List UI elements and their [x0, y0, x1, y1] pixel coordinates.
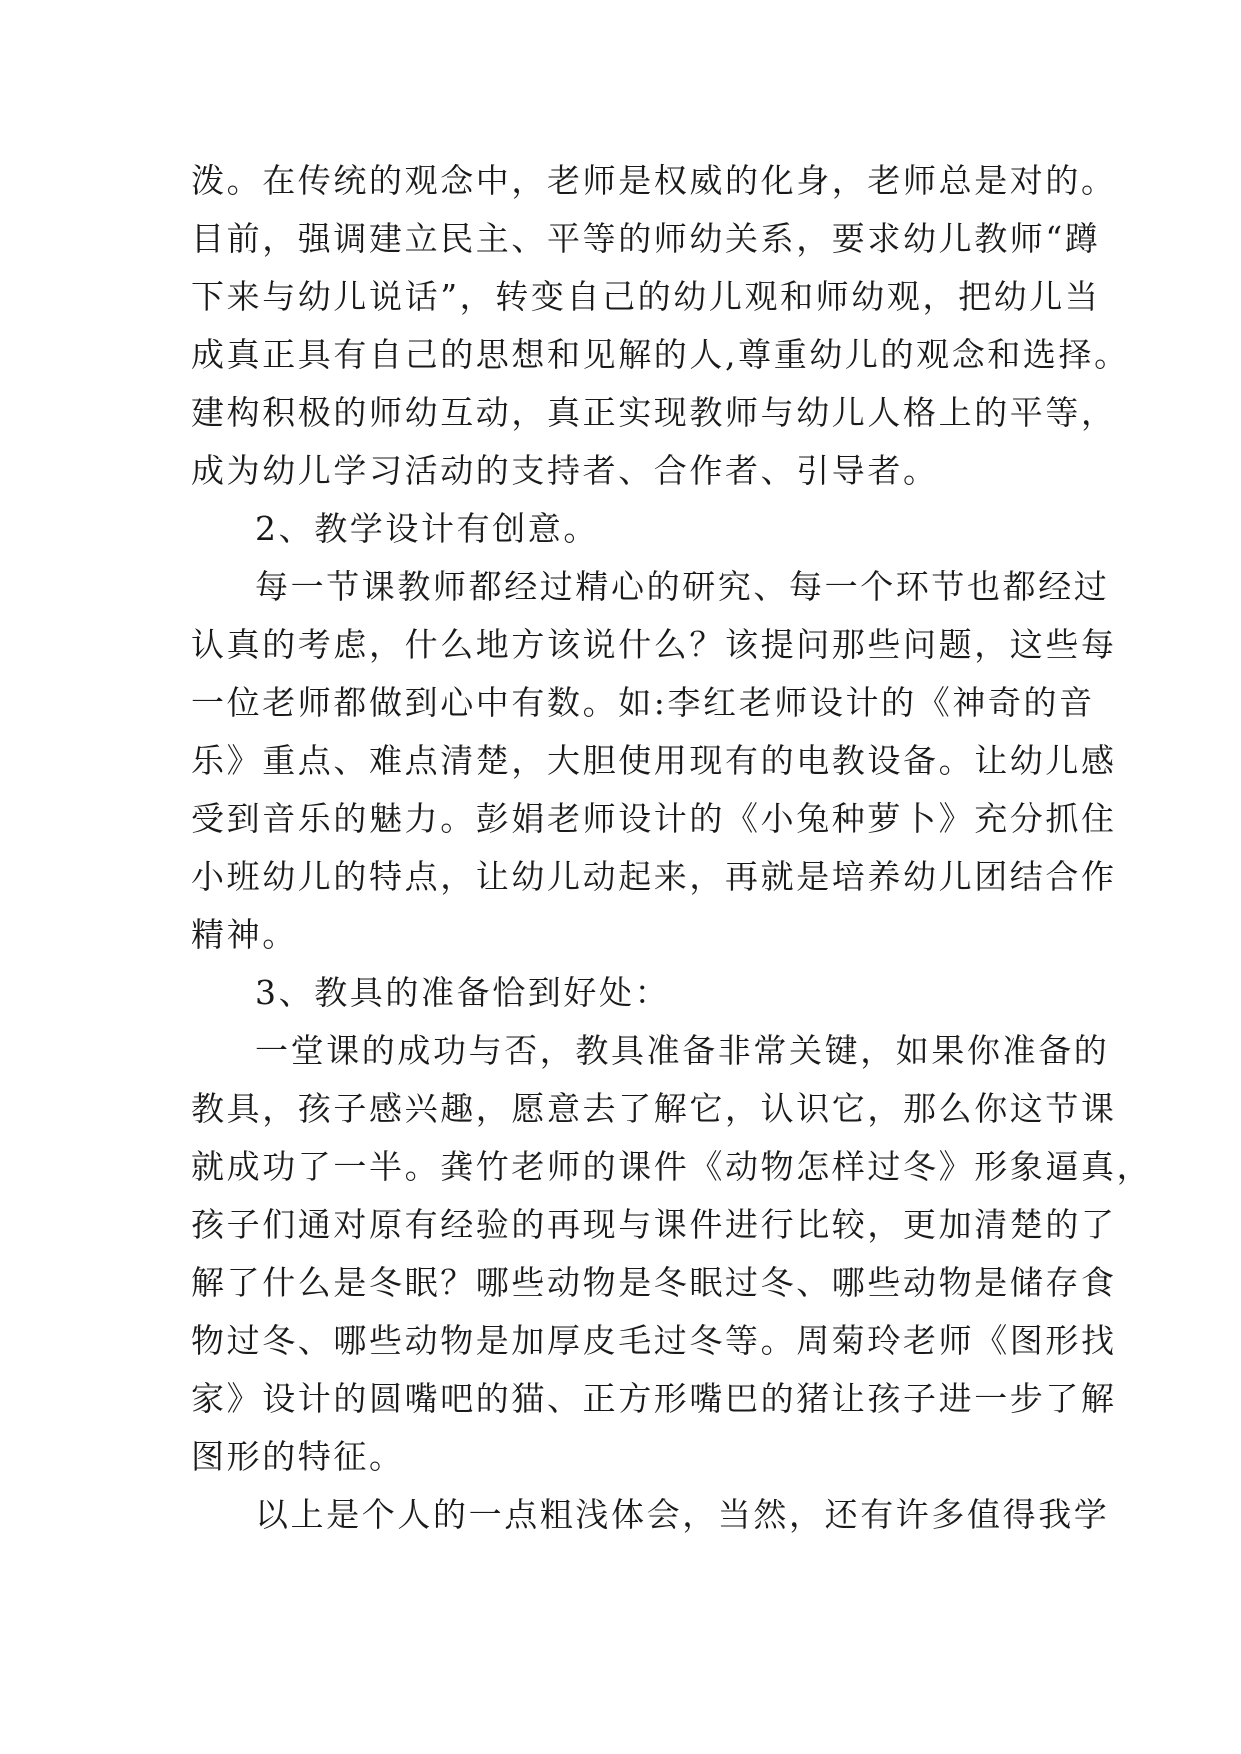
text-line: 一位老师都做到心中有数。如:李红老师设计的《神奇的音	[191, 683, 1095, 722]
text-line: 成真正具有自己的思想和见解的人,尊重幼儿的观念和选择。	[191, 335, 1130, 374]
text-line: 孩子们通对原有经验的再现与课件进行比较，更加清楚的了	[191, 1205, 1117, 1244]
text-line: 乐》重点、难点清楚，大胆使用现有的电教设备。让幼儿感	[191, 741, 1117, 780]
paragraph-first-line: 以上是个人的一点粗浅体会，当然，还有许多值得我学	[255, 1495, 1110, 1534]
paragraph-first-line: 一堂课的成功与否，教具准备非常关键，如果你准备的	[255, 1031, 1110, 1070]
text-line: 小班幼儿的特点，让幼儿动起来，再就是培养幼儿团结合作	[191, 857, 1117, 896]
text-line: 目前，强调建立民主、平等的师幼关系，要求幼儿教师“蹲	[191, 219, 1101, 258]
text-line: 教具，孩子感兴趣，愿意去了解它，认识它，那么你这节课	[191, 1089, 1117, 1128]
text-line: 物过冬、哪些动物是加厚皮毛过冬等。周菊玲老师《图形找	[191, 1321, 1117, 1360]
paragraph-first-line: 2、教学设计有创意。	[255, 509, 599, 548]
text-line: 建构积极的师幼互动，真正实现教师与幼儿人格上的平等，	[191, 393, 1117, 432]
text-line: 成为幼儿学习活动的支持者、合作者、引导者。	[191, 451, 939, 490]
text-line: 受到音乐的魅力。彭娟老师设计的《小兔种萝卜》充分抓住	[191, 799, 1117, 838]
text-line: 图形的特征。	[191, 1437, 405, 1476]
text-line: 认真的考虑，什么地方该说什么？该提问那些问题，这些每	[191, 625, 1117, 664]
text-line: 解了什么是冬眠？哪些动物是冬眠过冬、哪些动物是储存食	[191, 1263, 1117, 1302]
document-body	[191, 152, 1153, 1544]
text-line: 泼。在传统的观念中，老师是权威的化身，老师总是对的。	[191, 161, 1117, 200]
text-line: 家》设计的圆嘴吧的猫、正方形嘴巴的猪让孩子进一步了解	[191, 1379, 1117, 1418]
paragraph-first-line: 每一节课教师都经过精心的研究、每一个环节也都经过	[255, 567, 1110, 606]
text-line: 精神。	[191, 915, 298, 954]
text-line: 就成功了一半。龚竹老师的课件《动物怎样过冬》形象逼真，	[191, 1147, 1153, 1186]
paragraph-first-line: 3、教具的准备恰到好处：	[255, 973, 671, 1012]
text-line: 下来与幼儿说话”，转变自己的幼儿观和师幼观，把幼儿当	[191, 277, 1101, 316]
